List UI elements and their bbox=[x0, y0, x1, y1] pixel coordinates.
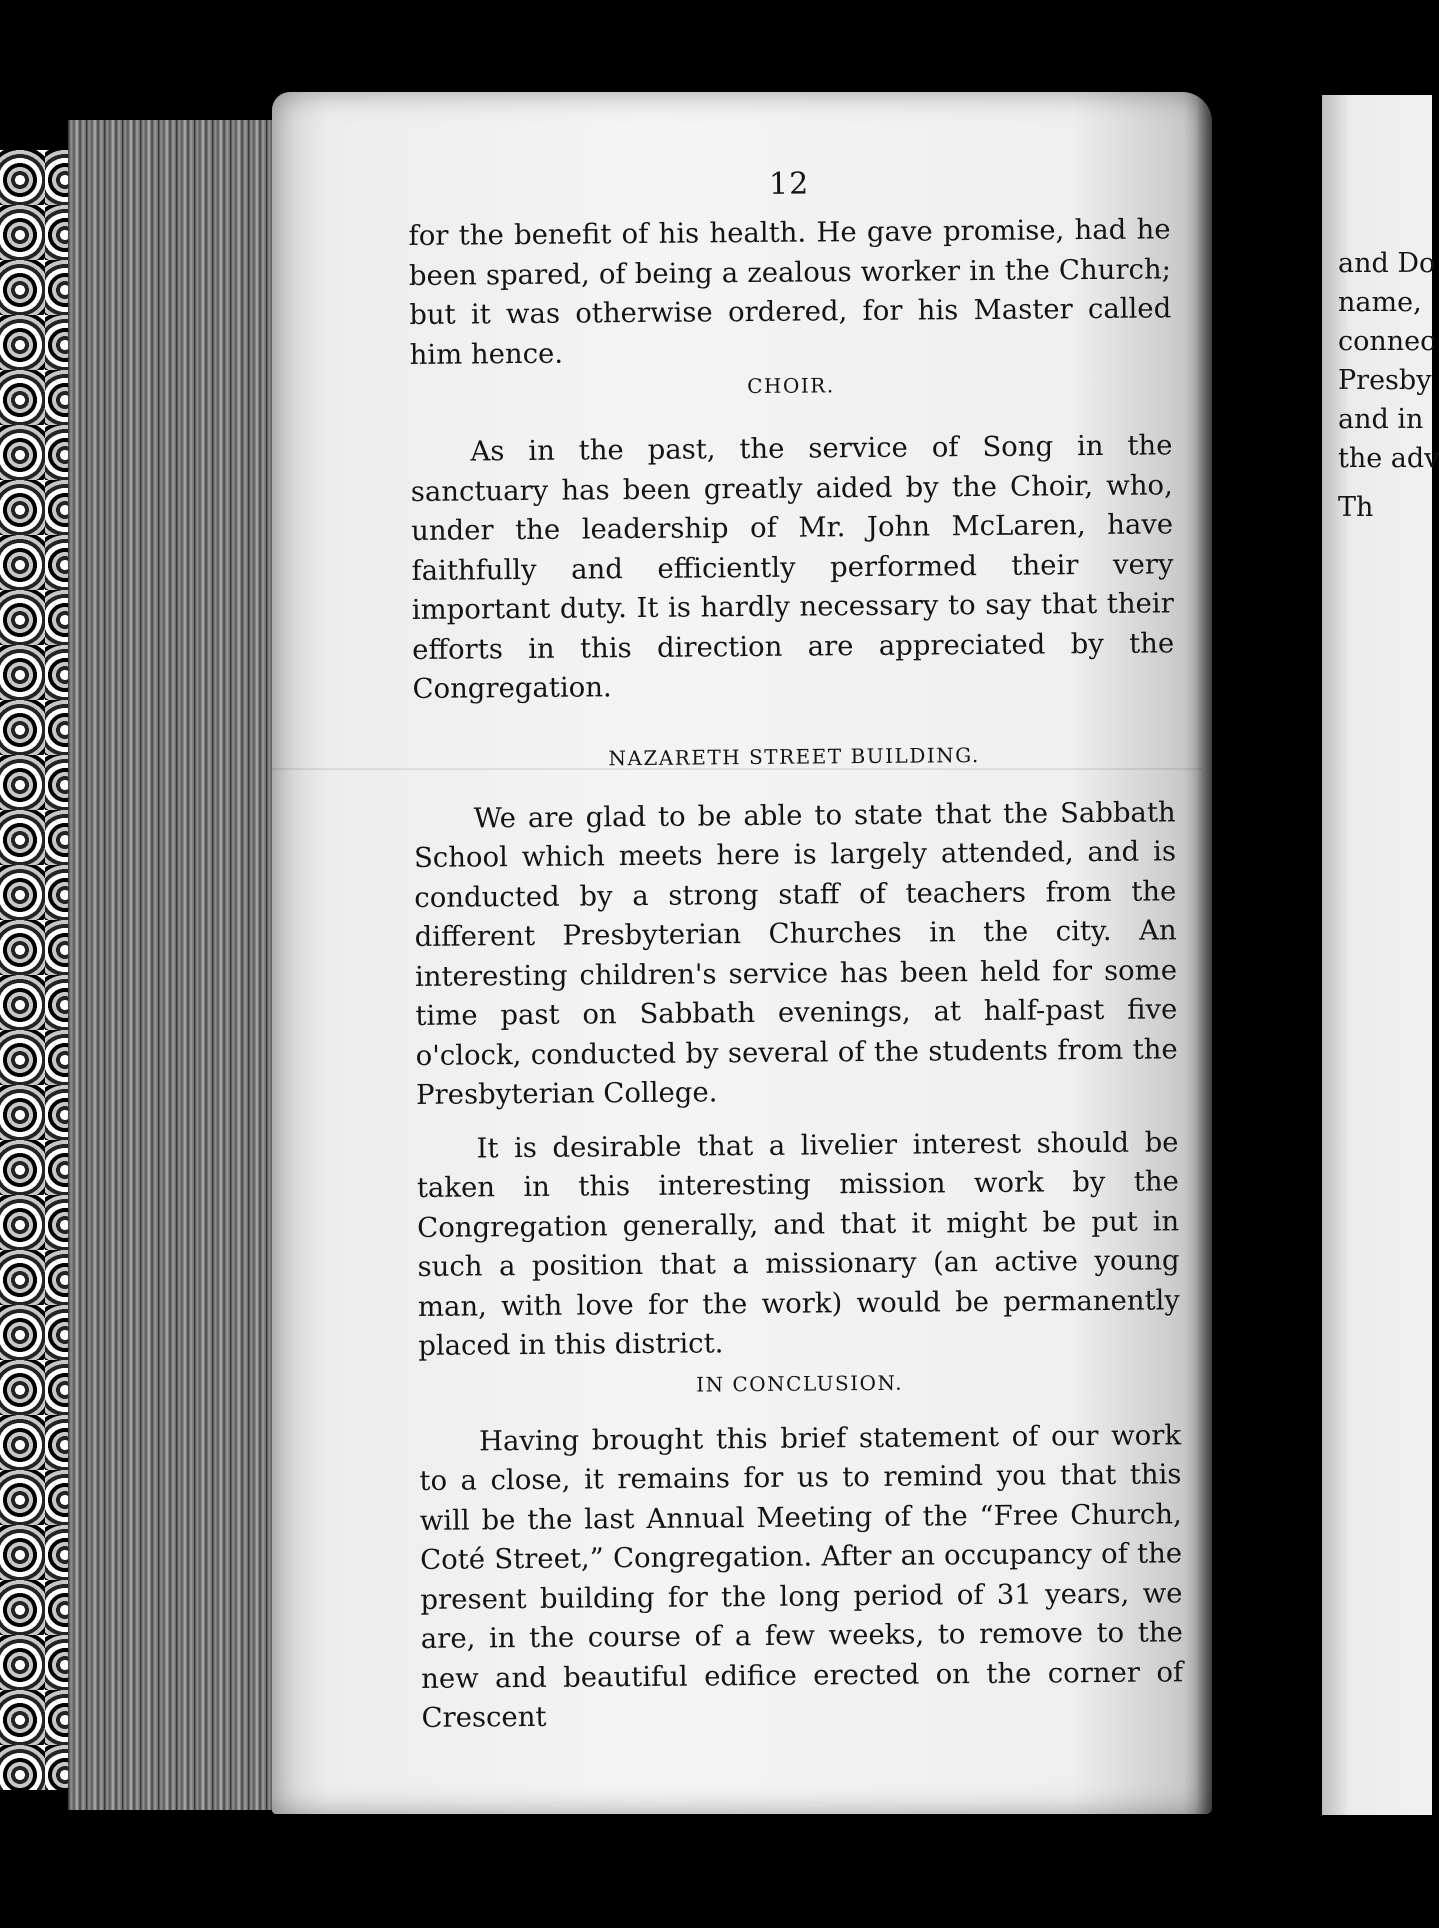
facing-page-line: Presby bbox=[1338, 365, 1432, 396]
paragraph-conclusion: Having brought this brief statement of our work to a close, it remains for us to remind you that this will be the last Annual Meeting of the “Free Church, Coté Street,” Congregation. After an occupancy of the present building for the long period of 31 years, we are, in the course of a few weeks, to remove to the new and beautiful edifice erected on the corner of Crescent bbox=[419, 1418, 1184, 1734]
heading-in-conclusion: IN CONCLUSION. bbox=[696, 1370, 904, 1397]
facing-page-line: Th bbox=[1338, 492, 1374, 523]
marbled-endpaper bbox=[0, 150, 70, 1790]
facing-page-line: and in bbox=[1338, 404, 1424, 435]
facing-page-line: name, bbox=[1338, 287, 1422, 318]
gutter-shadow bbox=[1196, 70, 1256, 1830]
heading-nazareth-street-building: NAZARETH STREET BUILDING. bbox=[608, 742, 980, 770]
paragraph-choir: As in the past, the service of Song in the sanctuary has been greatly aided by the Choir, who, under the leadership of Mr. John McLaren, have faithfully and efficiently performed their very important duty. It is hardly necessary to say that their efforts in this direction are appreciated by the Congregation. bbox=[410, 429, 1175, 705]
page-edges bbox=[68, 120, 278, 1810]
paragraph-opening: for the benefit of his health. He gave promise, had he been spared, of being a zealous worker in the Church; but it was otherwise ordered, for his Master called him hence. bbox=[408, 213, 1172, 371]
page-number: 12 bbox=[768, 166, 810, 202]
facing-page-line: connec bbox=[1338, 326, 1436, 357]
paragraph-nazareth-sabbath-school: We are glad to be able to state that the Sabbath School which meets here is largely attended, and is conducted by a strong staff of teachers from the different Presbyterian Churches in the city. An interesting children's service has been held for some time past on Sabbath evenings, at half-past five o'clock, conducted by several of the students from the Presbyterian College. bbox=[413, 795, 1178, 1111]
facing-page-line: and Do bbox=[1338, 248, 1436, 279]
facing-page-line: the adv bbox=[1338, 443, 1439, 474]
paragraph-nazareth-mission-work: It is desirable that a livelier interest should be taken in this interesting mission work by the Congregation generally, and that it might be put in such a position that a missionary (an active young man, with love for the work) would be permanently placed in this district. bbox=[416, 1125, 1181, 1362]
heading-choir: CHOIR. bbox=[747, 373, 835, 399]
page-content bbox=[408, 163, 1184, 1738]
facing-page-text bbox=[1338, 244, 1439, 527]
